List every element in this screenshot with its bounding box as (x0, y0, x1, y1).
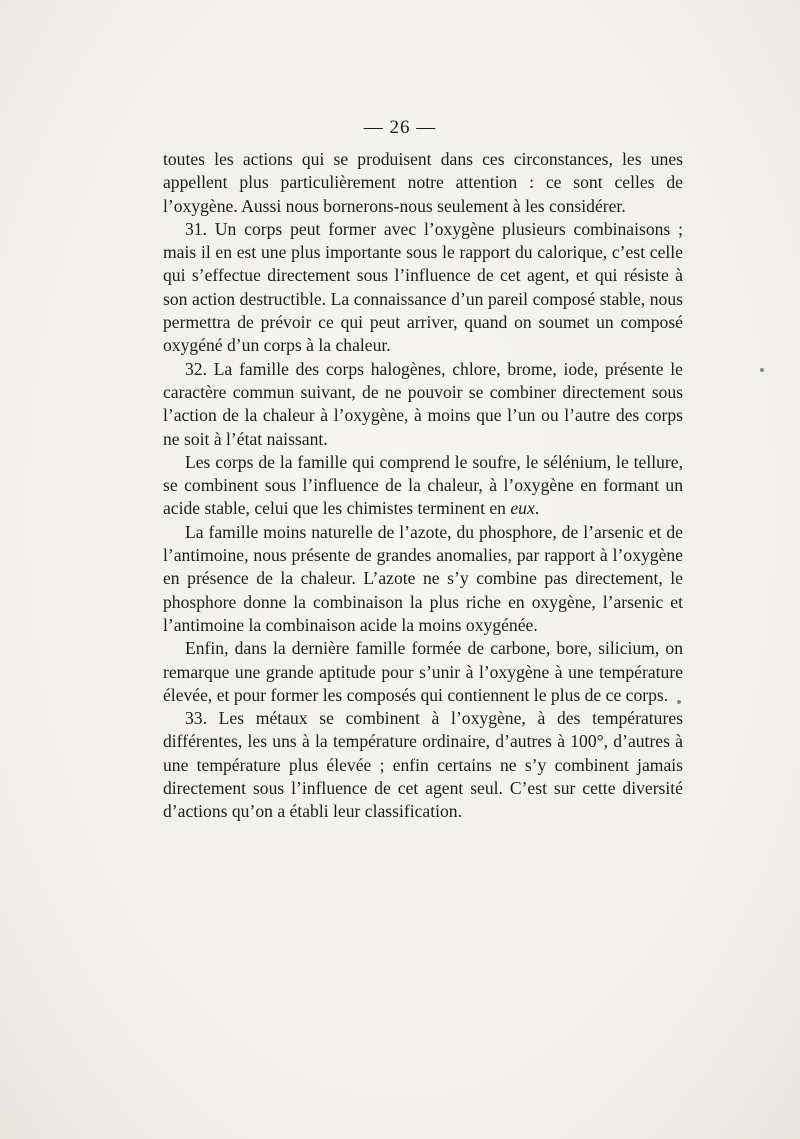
body-text (163, 148, 683, 824)
paragraph-sulfur-end: . (534, 498, 540, 519)
italic-term: eux (510, 498, 535, 519)
ink-speck (760, 368, 764, 372)
paragraph-31: 31. Un corps peut former avec l’oxygène plusieurs combinaisons ; mais il en est une plus importante sous le rapport du calorique, c’est celle qui s’effectue directement sous l’influence de cet agent, et qui résiste à son action destructible. La connaissance d’un pareil composé stable, nous permettra de prévoir ce qui peut arriver, quand on soumet un composé oxygéné d’un corps à la chaleur. (163, 218, 683, 356)
paragraph-continuation: toutes les actions qui se produisent dans ces circonstances, les unes appellent plus particulièrement notre attention : ce sont celles de l’oxygène. Aussi nous bornerons-nous seulement à les considérer. (163, 149, 683, 216)
paragraph-carbon-family: Enfin, dans la dernière famille formée de carbone, bore, silicium, on remarque une grande aptitude pour s’unir à l’oxygène à une température élevée, et pour former les composés qui contiennent le plus de ce corps. (163, 638, 683, 705)
page-number: — 26 — (363, 117, 437, 138)
paragraph-33: 33. Les métaux se combinent à l’oxygène, à des températures différentes, les uns à la température ordinaire, d’autres à 100°, d’autres à une température plus élevée ; enfin certains ne s’y combinent jamais directement sous l’influence de cet agent seul. C’est sur cette diversité d’actions qu’on a établi leur classification. (163, 708, 683, 822)
paragraph-32: 32. La famille des corps halogènes, chlore, brome, iode, présente le caractère commun suivant, de ne pouvoir se combiner directement sous l’action de la chaleur à l’oxygène, à moins que l’un ou l’autre des corps ne soit à l’état naissant. (163, 358, 683, 449)
paragraph-nitrogen-family: La famille moins naturelle de l’azote, du phosphore, de l’arsenic et de l’antimoine, nous présente de grandes anomalies, par rapport à l’oxygène en présence de la chaleur. L’azote ne s’y combine pas directement, le phosphore donne la combinaison la plus riche en oxygène, l’arsenic et l’antimoine la combinaison acide la moins oxygénée. (163, 521, 683, 635)
ink-speck (677, 700, 681, 704)
paragraph-sulfur-text: Les corps de la famille qui comprend le soufre, le sélénium, le tellure, se combinent sous l’influence de la chaleur, à l’oxygène en formant un acide stable, celui que les chimistes terminent en (163, 451, 683, 519)
paragraph-sulfur-family (163, 451, 683, 521)
